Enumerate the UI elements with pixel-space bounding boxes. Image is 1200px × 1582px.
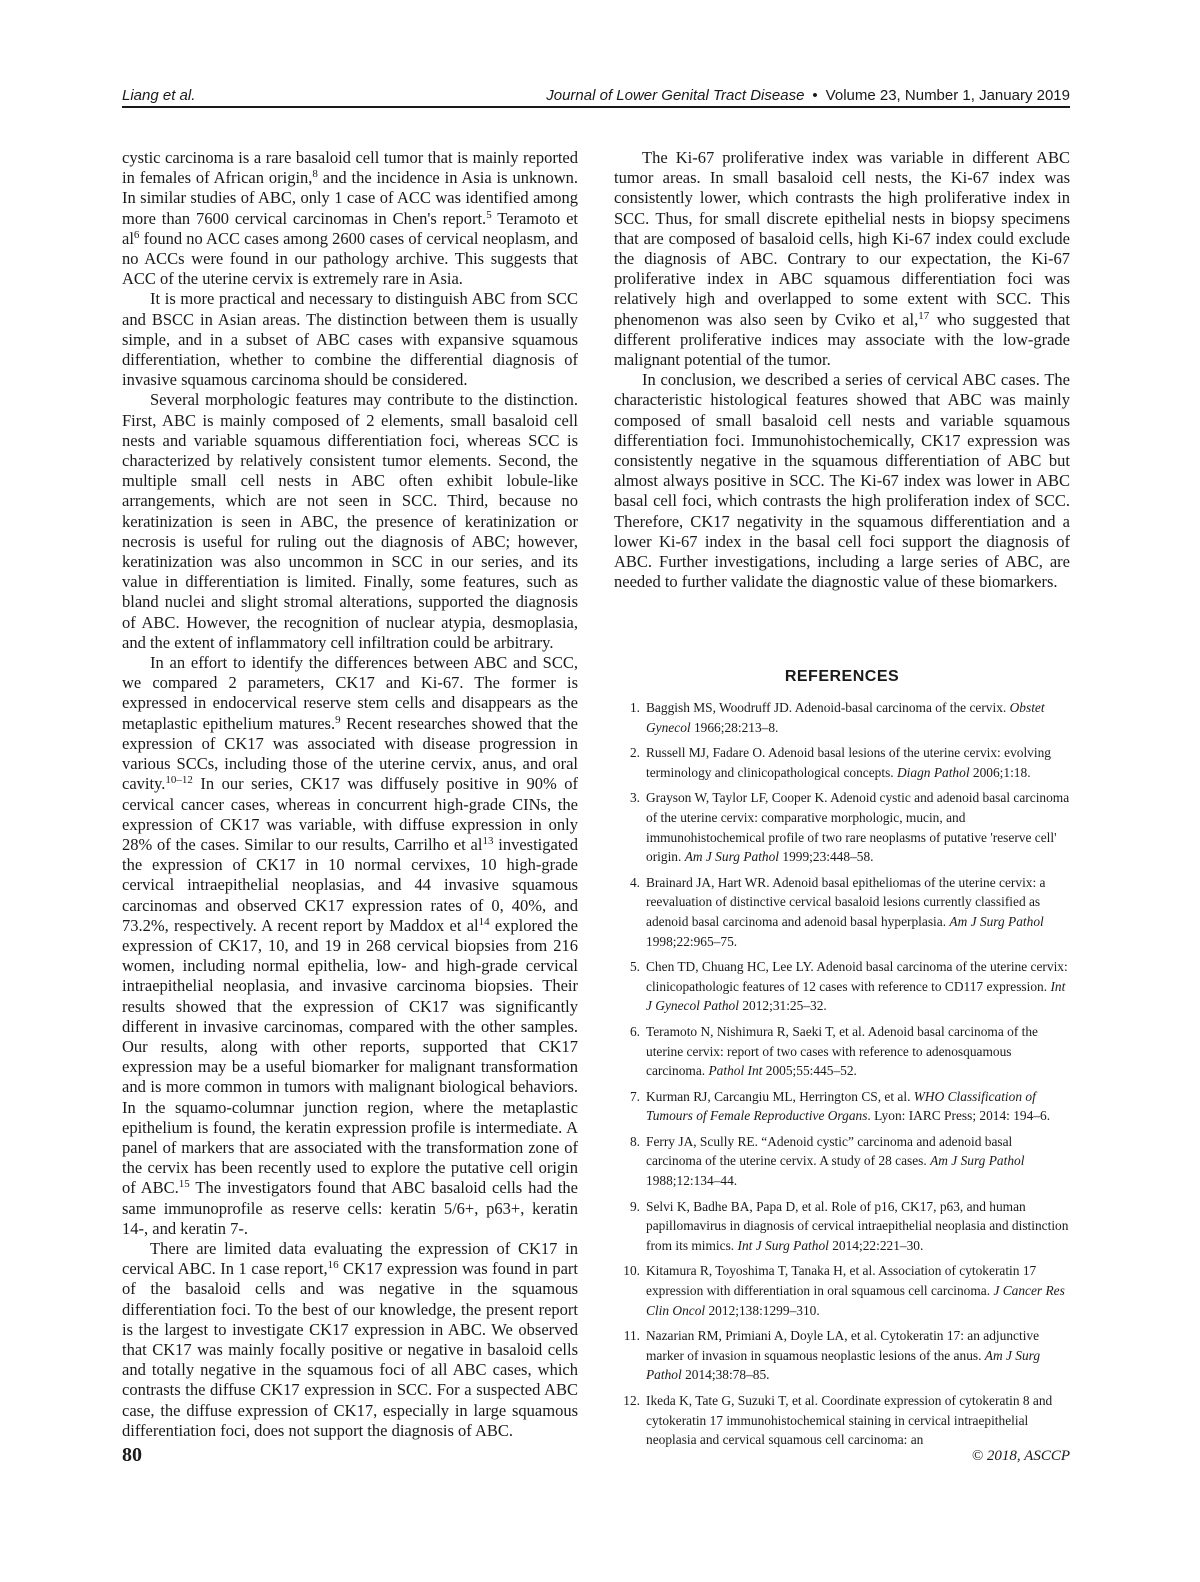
text-run: In an effort to identify the differences between ABC and SCC, we compared 2 parameters, CK17 and Ki-67. The former is expressed in endocervical reserve stem cells and disappears as the metaplastic epithelium matures. — [122, 653, 578, 733]
reference-item — [612, 1087, 1070, 1126]
citation-superscript: 15 — [178, 1178, 190, 1191]
reference-number: 4. — [629, 874, 640, 890]
references-list — [612, 698, 1070, 1456]
header-journal-info — [546, 87, 1070, 104]
reference-journal: Am J Surg Pathol — [646, 1347, 1041, 1383]
reference-journal: Pathol Int — [708, 1063, 763, 1079]
reference-text — [646, 788, 1070, 866]
reference-number: 12. — [623, 1393, 640, 1408]
reference-number: 8. — [629, 1133, 640, 1149]
reference-item — [612, 698, 1070, 737]
header-authors: Liang et al. — [122, 87, 196, 104]
citation-superscript: 6 — [133, 228, 140, 241]
citation-superscript: 10–12 — [165, 774, 193, 787]
text-run: Recent researches showed that the expression of CK17 was associated with disease progression in various SCCs, including those of the uterine cervix, anus, and oral cavity. — [122, 713, 578, 794]
reference-item — [612, 957, 1070, 1016]
citation-superscript: 13 — [482, 834, 494, 847]
reference-journal: Am J Surg Pathol — [684, 849, 780, 865]
reference-number: 10. — [623, 1263, 640, 1279]
reference-citation: 1998;22:965–75. — [646, 933, 738, 949]
running-header — [122, 84, 1070, 108]
header-rule — [122, 106, 1070, 108]
reference-text — [646, 1197, 1070, 1256]
reference-item — [612, 1197, 1070, 1256]
reference-authors-title: Baggish MS, Woodruff JD. Adenoid-basal carcinoma of the cervix. — [646, 700, 1010, 715]
reference-authors-title: Ikeda K, Tate G, Suzuki T, et al. Coordinate expression of cytokeratin 8 and cytokeratin 17 immunohistochemical staining in cervical intraepithelial neoplasia and cervical squamous cell carcinoma: an — [646, 1393, 1053, 1448]
reference-journal: Obstet Gynecol — [646, 700, 1045, 735]
reference-number: 3. — [629, 790, 640, 806]
reference-text — [646, 1132, 1070, 1191]
reference-item — [612, 743, 1070, 782]
reference-text — [646, 1391, 1070, 1450]
reference-number: 9. — [629, 1198, 640, 1214]
reference-text — [646, 873, 1070, 951]
header-journal: Journal of Lower Genital Tract Disease — [546, 87, 805, 104]
text-run: Teramoto et al — [122, 208, 578, 248]
reference-journal: Am J Surg Pathol — [949, 913, 1044, 929]
body-paragraph: In conclusion, we described a series of cervical ABC cases. The characteristic histological features showed that ABC was mainly composed of small basaloid cell nests and variable squamous differentiation foci. Immunohistochemically, CK17 expression was consistently negative in the squamous differentiation of ABC but almost always positive in SCC. The Ki-67 index was lower in ABC basal cell foci, which contrasts the high proliferation index of SCC. Therefore, CK17 negativity in the squamous differentiation and a lower Ki-67 index in the basal cell foci support the diagnosis of ABC. Further investigations, including a large series of ABC, are needed to further validate the diagnostic value of these biomarkers. — [614, 370, 1070, 592]
reference-text — [646, 1261, 1070, 1320]
body-paragraph: It is more practical and necessary to distinguish ABC from SCC and BSCC in Asian areas. The distinction between them is usually simple, and in a subset of ABC cases with expansive squamous differentiation, whether to combine the differential diagnosis of invasive squamous carcinoma should be considered. — [122, 289, 578, 390]
header-volume: Volume 23, Number 1, January 2019 — [825, 87, 1070, 104]
reference-citation: 1966;28:213–8. — [690, 719, 779, 735]
reference-text — [646, 957, 1070, 1016]
reference-citation: 2014;38:78–85. — [681, 1367, 770, 1383]
citation-superscript: 14 — [478, 915, 490, 928]
reference-number: 11. — [623, 1328, 640, 1344]
reference-citation: 2012;31:25–32. — [738, 998, 827, 1014]
copyright: © 2018, ASCCP — [971, 1448, 1070, 1464]
reference-authors-title: Brainard JA, Hart WR. Adenoid basal epitheliomas of the uterine cervix: a reevaluation of distinctive cervical basaloid lesions currently classified as adenoid basal carcinoma and adenoid basal hyperplasia. — [646, 874, 1046, 929]
reference-authors-title: Kurman RJ, Carcangiu ML, Herrington CS, et al. — [646, 1088, 914, 1104]
body-paragraph — [614, 148, 1070, 370]
right-column — [614, 148, 1070, 592]
reference-citation: 1999;23:448–58. — [779, 849, 874, 865]
text-run: investigated the expression of CK17 in 10 normal cervixes, 10 high-grade cervical intraepithelial neoplasias, and 44 invasive squamous carcinomas and observed CK17 expression rates of 0, 40%, and 73.2%, respectively. A recent report by Maddox et al — [122, 834, 578, 935]
reference-journal: Int J Gynecol Pathol — [646, 978, 1066, 1014]
header-separator: • — [812, 87, 818, 104]
reference-journal: J Cancer Res Clin Oncol — [646, 1283, 1065, 1318]
left-column — [122, 148, 578, 1441]
reference-citation: 2006;1:18. — [969, 764, 1031, 780]
page-number: 80 — [122, 1444, 142, 1466]
reference-authors-title: Teramoto N, Nishimura R, Saeki T, et al. Adenoid basal carcinoma of the uterine cervix: report of two cases with reference to adenosquamous carcinoma. — [646, 1023, 1038, 1079]
text-run: found no ACC cases among 2600 cases of cervical neoplasm, and no ACCs were found in our pathology archive. This suggests that ACC of the uterine cervix is extremely rare in Asia. — [122, 228, 578, 289]
citation-superscript: 16 — [327, 1259, 339, 1272]
reference-number: 1. — [629, 700, 640, 715]
text-run: who suggested that different proliferative indices may associate with the low-grade malignant potential of the tumor. — [614, 309, 1070, 370]
citation-superscript: 8 — [312, 168, 318, 181]
reference-citation: 2005;55:445–52. — [762, 1063, 857, 1079]
citation-superscript: 9 — [335, 713, 341, 726]
reference-item — [612, 873, 1070, 951]
reference-item — [612, 1022, 1070, 1081]
body-paragraph — [122, 1239, 578, 1441]
reference-journal: Diagn Pathol — [897, 764, 970, 780]
reference-authors-title: Russell MJ, Fadare O. Adenoid basal lesions of the uterine cervix: evolving terminology and clinicopathological concepts. — [646, 745, 1051, 780]
text-run: The investigators found that ABC basaloid cells had the same immunoprofile as reserve cells: keratin 5/6+, p63+, keratin 14-, and keratin 7-. — [122, 1178, 579, 1238]
reference-number: 2. — [629, 745, 640, 761]
reference-item — [612, 1391, 1070, 1450]
text-run: cystic carcinoma is a rare basaloid cell tumor that is mainly reported in females of African origin, — [122, 148, 578, 188]
reference-authors-title: Nazarian RM, Primiani A, Doyle LA, et al. Cytokeratin 17: an adjunctive marker of invasion in squamous neoplastic lesions of the anus. — [646, 1328, 1040, 1363]
text-run: In our series, CK17 was diffusely positive in 90% of cervical cancer cases, whereas in concurrent high-grade CINs, the expression of CK17 was variable, with diffuse expression in only 28% of the cases. Similar to our results, Carrilho et al — [122, 774, 578, 854]
reference-text — [646, 1022, 1070, 1081]
reference-number: 6. — [629, 1023, 640, 1039]
reference-authors-title: Grayson W, Taylor LF, Cooper K. Adenoid cystic and adenoid basal carcinoma of the uterine cervix: comparative morphologic, mucin, and immunohistochemical profile of two rare neoplasms of putative 'reserve cell' origin. — [646, 790, 1070, 865]
text-run: There are limited data evaluating the expression of CK17 in cervical ABC. In 1 case report, — [122, 1238, 578, 1279]
references-heading: REFERENCES — [784, 668, 900, 685]
reference-item — [612, 788, 1070, 866]
reference-authors-title: Selvi K, Badhe BA, Papa D, et al. Role of p16, CK17, p63, and human papillomavirus in diagnosis of cervical intraepithelial neoplasia and distinction from its mimics. — [646, 1198, 1069, 1253]
text-run: and the incidence in Asia is unknown. In similar studies of ABC, only 1 case of ACC was identified among more than 7600 cervical carcinomas in Chen's report. — [122, 168, 578, 228]
body-paragraph — [122, 148, 578, 289]
reference-item — [612, 1326, 1070, 1385]
citation-superscript: 5 — [486, 208, 492, 221]
reference-citation: 2014;22:221–30. — [828, 1237, 924, 1253]
reference-journal: WHO Classification of Tumours of Female Reproductive Organs — [646, 1088, 1036, 1124]
reference-text — [646, 1087, 1070, 1126]
reference-citation: . Lyon: IARC Press; 2014: 194–6. — [867, 1108, 1051, 1124]
reference-number: 5. — [629, 959, 640, 975]
reference-text — [646, 1326, 1070, 1385]
reference-citation: 1988;12:134–44. — [646, 1173, 738, 1189]
reference-text — [646, 743, 1070, 782]
text-run: The Ki-67 proliferative index was variable in different ABC tumor areas. In small basaloid cell nests, the Ki-67 index was consistently lower, which contrasts the high proliferative index in SCC. Thus, for small discrete epithelial nests in biopsy specimens that are composed of basaloid cells, high Ki-67 index could exclude the diagnosis of ABC. Contrary to our expectation, the Ki-67 proliferative index in ABC squamous differentiation foci was relatively high and overlapped to some extent with SCC. This phenomenon was also seen by Cviko et al, — [614, 148, 1070, 329]
reference-citation: 2012;138:1299–310. — [705, 1302, 820, 1318]
reference-journal: Am J Surg Pathol — [930, 1153, 1025, 1169]
reference-item — [612, 1132, 1070, 1191]
reference-number: 7. — [629, 1088, 640, 1104]
reference-item — [612, 1261, 1070, 1320]
reference-authors-title: Ferry JA, Scully RE. “Adenoid cystic” carcinoma and adenoid basal carcinoma of the uterine cervix. A study of 28 cases. — [646, 1133, 1013, 1169]
body-paragraph — [122, 653, 578, 1239]
citation-superscript: 17 — [918, 309, 930, 322]
reference-authors-title: Kitamura R, Toyoshima T, Tanaka H, et al. Association of cytokeratin 17 expression with differentiation in oral squamous cell carcinoma. — [646, 1263, 1037, 1299]
reference-text — [646, 698, 1070, 737]
text-run: explored the expression of CK17, 10, and 19 in 268 cervical biopsies from 216 women, including normal epithelia, low- and high-grade cervical intraepithelial neoplasia, and invasive carcinoma biopsies. Their results showed that the expression of CK17 was significantly different in invasive carcinomas, compared with the other samples. Our results, along with other reports, supported that CK17 expression may be a useful biomarker for malignant transformation and is more common in tumors with malignant biological behaviors. In the squamo-columnar junction region, where the metaplastic epithelium is found, the keratin expression profile is intermediate. A panel of markers that are associated with the transformation zone of the cervix has been recently used to explore the putative cell origin of ABC. — [122, 915, 578, 1198]
text-run: CK17 expression was found in part of the basaloid cells and was negative in the squamous differentiation foci. To the best of our knowledge, the present report is the largest to investigate CK17 expression in ABC. We observed that CK17 was mainly focally positive or negative in basaloid cells and totally negative in the squamous foci of all ABC cases, which contrasts the diffuse CK17 expression in SCC. For a suspected ABC case, the diffuse expression of CK17, especially in large squamous differentiation foci, does not support the diagnosis of ABC. — [122, 1259, 578, 1440]
body-paragraph: Several morphologic features may contribute to the distinction. First, ABC is mainly composed of 2 elements, small basaloid cell nests and variable squamous differentiation foci, whereas SCC is characterized by relatively consistent tumor elements. Second, the multiple small cell nests in ABC often exhibit lobule-like arrangements, which are not seen in SCC. Third, because no keratinization is seen in ABC, the presence of keratinization or necrosis is useful for ruling out the diagnosis of ABC; however, keratinization was also uncommon in SCC in our series, and its value in differentiation is limited. Finally, some features, such as bland nuclei and slight stromal alterations, supported the diagnosis of ABC. However, the recognition of nuclear atypia, desmoplasia, and the extent of inflammatory cell infiltration could be arbitrary. — [122, 390, 578, 652]
reference-journal: Int J Surg Pathol — [737, 1237, 829, 1253]
reference-authors-title: Chen TD, Chuang HC, Lee LY. Adenoid basal carcinoma of the uterine cervix: clinicopathologic features of 12 cases with reference to CD117 expression. — [646, 959, 1068, 994]
